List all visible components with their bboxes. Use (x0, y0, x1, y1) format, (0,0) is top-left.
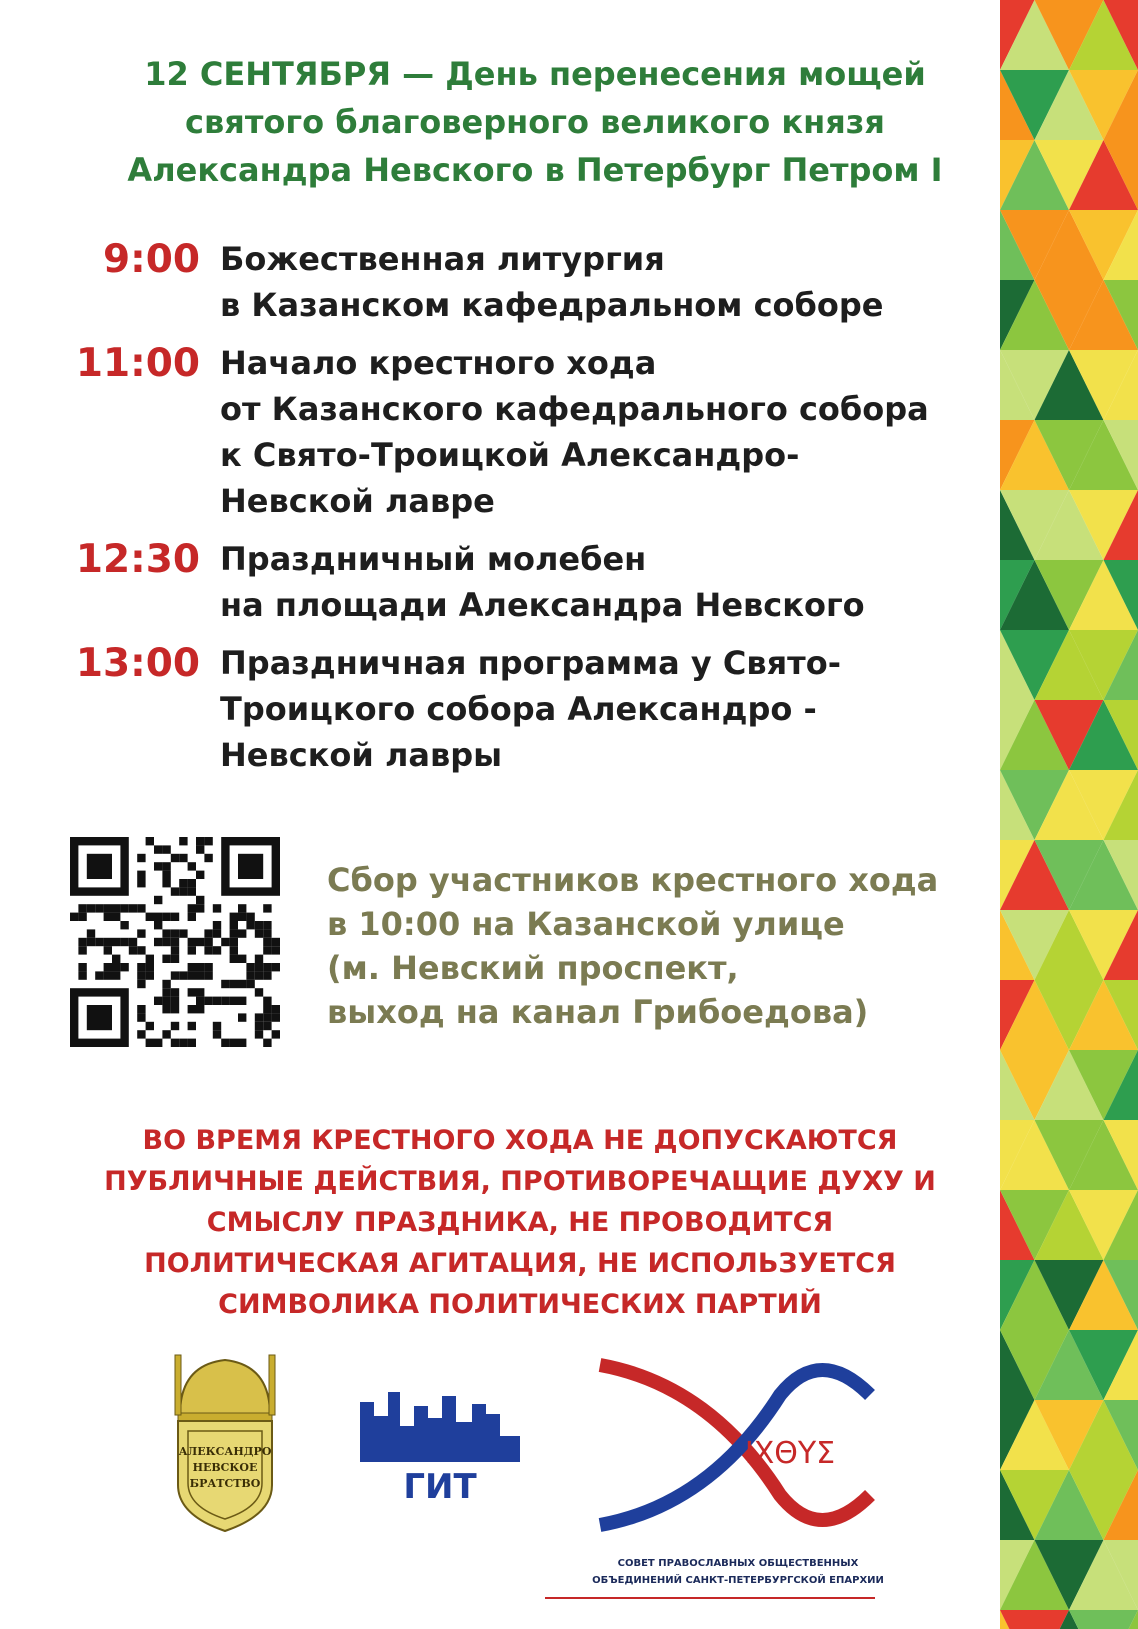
schedule-description: Божественная литургия в Казанском кафедральном соборе (220, 240, 884, 324)
svg-text:ГИТ: ГИТ (403, 1467, 477, 1502)
ichthys-fish-logo (590, 1345, 880, 1545)
schedule-item (60, 536, 1000, 628)
svg-text:НЕВСКОЕ: НЕВСКОЕ (192, 1461, 258, 1474)
svg-text:АЛЕКСАНДРО: АЛЕКСАНДРО (178, 1445, 272, 1458)
schedule-item (60, 236, 1000, 328)
gathering-info: Сбор участников крестного хода в 10:00 на Казанской улице (м. Невский проспект, выход на канал Грибоедова) (327, 861, 939, 1031)
schedule-description: Начало крестного хода от Казанского кафедрального собора к Свято-Троицкой Александро- Невской лавре (220, 344, 929, 520)
warning-notice: ВО ВРЕМЯ КРЕСТНОГО ХОДА НЕ ДОПУСКАЮТСЯ ПУБЛИЧНЫЕ ДЕЙСТВИЯ, ПРОТИВОРЕЧАЩИЕ ДУХУ И СМЫСЛУ ПРАЗДНИКА, НЕ ПРОВОДИТСЯ ПОЛИТИЧЕСКАЯ АГИТАЦИЯ, НЕ ИСПОЛЬЗУЕТСЯ СИМВОЛИКА ПОЛИТИЧЕСКИХ ПАРТИЙ (104, 1125, 936, 1320)
title-line-3: Александра Невского в Петербург Петром I (127, 151, 943, 189)
council-name: СОВЕТ ПРАВОСЛАВНЫХ ОБЩЕСТВЕННЫХ ОБЪЕДИНЕНИЙ САНКТ-ПЕТЕРБУРГСКОЙ ЕПАРХИИ (592, 1558, 884, 1586)
title-line-1: 12 СЕНТЯБРЯ — День перенесения мощей (144, 55, 926, 93)
schedule-time: 12:30 (75, 537, 200, 582)
event-title (40, 50, 1030, 194)
schedule-item (60, 340, 1000, 524)
brotherhood-shield-logo (170, 1335, 280, 1535)
qr-code-icon[interactable] (70, 837, 280, 1047)
schedule-list (60, 236, 1000, 790)
svg-text:ΙΧΘΥΣ: ΙΧΘΥΣ (744, 1436, 836, 1471)
divider (545, 1597, 875, 1599)
title-line-2: святого благоверного великого князя (185, 103, 885, 141)
schedule-description: Праздничный молебен на площади Александра Невского (220, 540, 865, 624)
schedule-description: Праздничная программа у Свято- Троицкого собора Александро - Невской лавры (220, 644, 841, 774)
schedule-time: 13:00 (75, 641, 200, 686)
schedule-time: 11:00 (75, 341, 200, 386)
git-city-logo (360, 1392, 520, 1502)
svg-text:БРАТСТВО: БРАТСТВО (189, 1477, 261, 1490)
schedule-time: 9:00 (102, 237, 200, 282)
decorative-triangle-border (1000, 0, 1138, 1629)
schedule-item (60, 640, 1000, 778)
